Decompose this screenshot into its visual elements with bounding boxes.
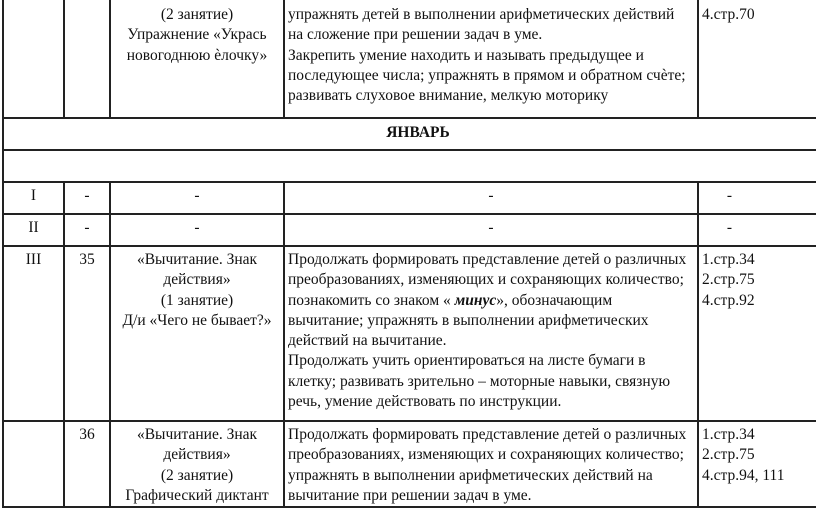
goal-cell [284,421,698,507]
lesson-number-cell: - [64,182,110,214]
topic-cell [110,0,284,118]
reference: 4.стр.92 [702,291,755,309]
topic-line: новогоднюю ѐлочку» [126,46,268,64]
month-heading: ЯНВАРЬ [3,118,816,150]
emphasis-minus: минус [454,291,497,309]
goal-line: Продолжать формировать представление детей о различных [288,426,687,443]
goal-line: Закрепить умение находить и называть предыдущее и [288,46,644,64]
topic-line: Упражнение «Укрась [127,26,267,44]
week-cell [3,0,64,118]
lesson-plan-table [2,0,816,508]
goal-cell: - [284,182,698,214]
goal-line: Продолжать формировать представление детей о различных [288,251,687,268]
reference: 2.стр.75 [702,271,755,289]
month-row [3,118,816,150]
references-cell [698,421,816,507]
goal-line: упражнять в выполнении арифметических действий на [288,466,653,484]
topic-line: (2 занятие) [160,6,234,23]
empty-cell [3,150,816,182]
topic-cell: - [110,182,284,214]
goal-text: познакомить со знаком « [288,291,455,309]
topic-line: «Вычитание. Знак [136,426,258,443]
empty-row [3,150,816,182]
topic-line: действия» [163,446,231,464]
reference: 4.стр.70 [702,6,755,23]
topic-cell: - [110,214,284,246]
table-row [3,0,816,118]
topic-line: (1 занятие) [160,291,234,309]
week-cell: I [3,182,64,214]
references-cell [698,246,816,421]
topic-line: Д/и «Чего не бывает?» [122,311,272,329]
goal-line: вычитание; упражнять в выполнении арифметических [288,311,649,329]
lesson-number-cell: - [64,214,110,246]
goal-line: развивать слуховое внимание, мелкую моторику [288,87,609,105]
goal-line: на сложение при решении задач в уме. [288,26,543,44]
references-cell: - [698,182,816,214]
goal-cell: - [284,214,698,246]
references-cell: - [698,214,816,246]
goal-text: », обозначающим [496,291,613,309]
topic-line: Графический диктант [125,486,269,504]
goal-line: Продолжать учить ориентироваться на листе бумаги в [288,352,646,370]
goal-cell [284,246,698,421]
table-row [3,182,816,214]
lesson-number-cell: 36 [64,421,110,507]
goal-cell [284,0,698,118]
references-cell [698,0,816,118]
week-cell: III [3,246,64,421]
week-cell: II [3,214,64,246]
goal-line: преобразованиях, изменяющих и сохраняющих количество; [288,271,684,289]
goal-line: клетку; развивать зрительно – моторные навыки, связную [288,372,671,390]
goal-line: вычитание при решении задач в уме. [288,486,532,504]
goal-line [288,291,694,311]
reference: 1.стр.34 [702,251,755,268]
reference: 4.стр.94, 111 [702,466,785,484]
goal-line: последующее числа; упражнять в прямом и обратном счѐте; [288,66,686,84]
goal-line: упражнять детей в выполнении арифметических действий [288,6,675,23]
table-row [3,214,816,246]
topic-cell [110,421,284,507]
topic-line: «Вычитание. Знак [136,251,258,268]
topic-line: действия» [163,271,231,289]
table-row [3,421,816,507]
goal-line: действий на вычитание. [288,332,447,350]
goal-line: речь, умение действовать по инструкции. [288,393,562,411]
topic-line: (2 занятие) [160,466,234,484]
week-cell [3,421,64,507]
topic-cell [110,246,284,421]
reference: 1.стр.34 [702,426,755,443]
lesson-number-cell [64,0,110,118]
reference: 2.стр.75 [702,446,755,464]
table-row [3,246,816,421]
goal-line: преобразованиях, изменяющих и сохраняющих количество; [288,446,684,464]
lesson-number-cell: 35 [64,246,110,421]
